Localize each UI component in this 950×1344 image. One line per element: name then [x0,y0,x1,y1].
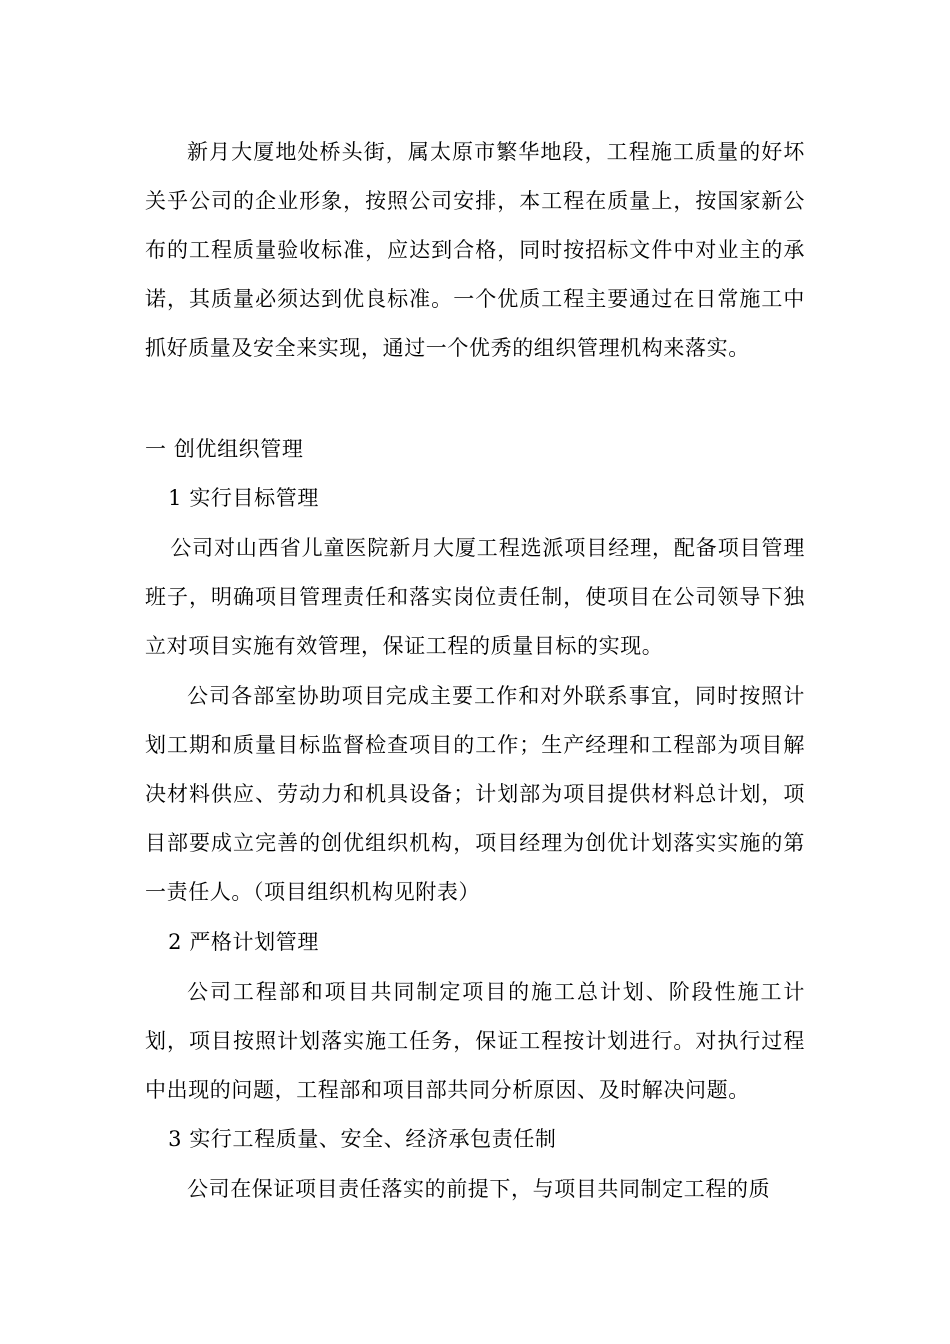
section-heading-quality-organization: 一 创优组织管理 [145,437,304,461]
subsection-heading-target-management: 1 实行目标管理 [168,486,319,510]
paragraph-departments: 公司各部室协助项目完成主要工作和对外联系事宜，同时按照计划工期和质量目标监督检查项目的工作；生产经理和工程部为项目解决材料供应、劳动力和机具设备；计划部为项目提供材料总计划，项目部要成立完善的创优组织机构，项目经理为创优计划落实实施的第一责任人。（项目组织机构见附表） [145,684,805,904]
paragraph-intro: 新月大厦地处桥头街，属太原市繁华地段，工程施工质量的好坏关乎公司的企业形象，按照公司安排，本工程在质量上，按国家新公布的工程质量验收标准，应达到合格，同时按招标文件中对业主的承诺，其质量必须达到优良标准。一个优质工程主要通过在日常施工中抓好质量及安全来实现，通过一个优秀的组织管理机构来落实。 [145,140,805,360]
subsection-heading-plan-management: 2 严格计划管理 [168,930,319,954]
subsection-heading-responsibility-system: 3 实行工程质量、安全、经济承包责任制 [168,1127,557,1151]
paragraph-project-manager: 公司对山西省儿童医院新月大厦工程选派项目经理，配备项目管理班子，明确项目管理责任和落实岗位责任制，使项目在公司领导下独立对项目实施有效管理，保证工程的质量目标的实现。 [145,536,805,658]
paragraph-responsibility: 公司在保证项目责任落实的前提下，与项目共同制定工程的质 [187,1177,771,1201]
paragraph-construction-plan: 公司工程部和项目共同制定项目的施工总计划、阶段性施工计划，项目按照计划落实施工任务，保证工程按计划进行。对执行过程中出现的问题，工程部和项目部共同分析原因、及时解决问题。 [145,980,805,1102]
